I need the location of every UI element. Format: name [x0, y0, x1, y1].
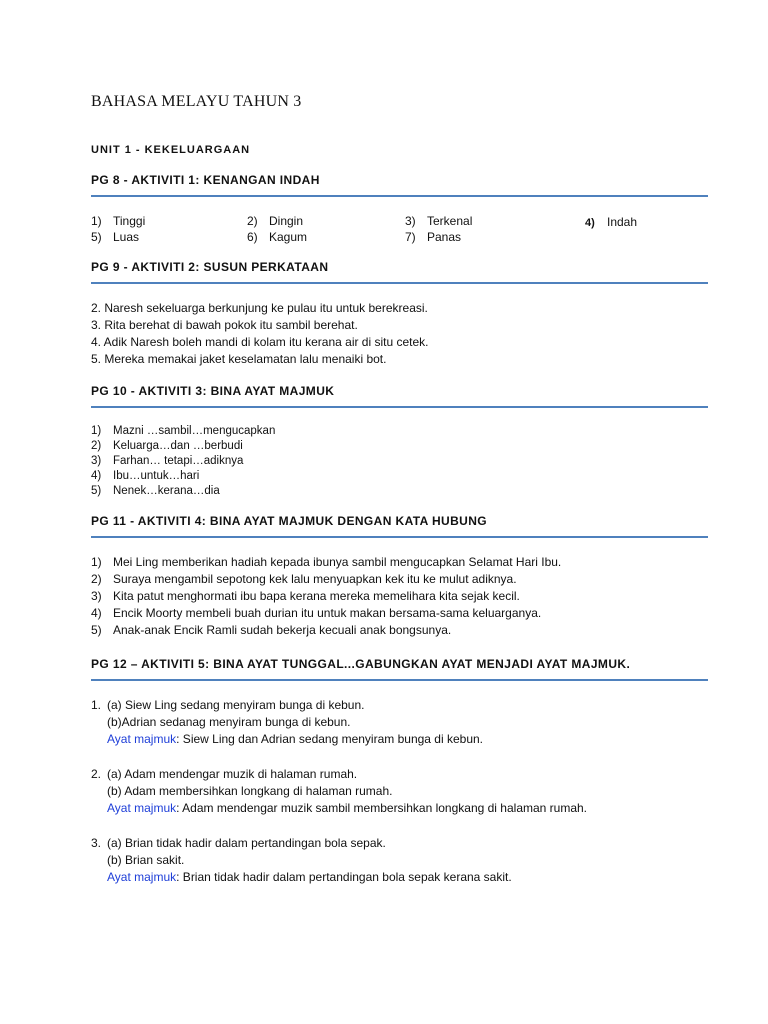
section-heading-pg8: PG 8 - AKTIVITI 1: KENANGAN INDAH [91, 173, 708, 197]
answer-item: 4) Encik Moorty membeli buah durian itu untuk makan bersama-sama keluarganya. [91, 606, 542, 620]
unit-title: UNIT 1 - KEKELUARGAAN [91, 144, 251, 156]
question-1: 1. (a) Siew Ling sedang menyiram bunga di kebun. (b)Adrian sedanag menyiram bunga di kebun. Ayat majmuk: Siew Ling dan Adrian sedang menyiram bunga di kebun. [91, 698, 484, 746]
section-heading-pg10: PG 10 - AKTIVITI 3: BINA AYAT MAJMUK [91, 384, 708, 408]
question-3: 3. (a) Brian tidak hadir dalam pertandingan bola sepak. (b) Brian sakit. Ayat majmuk: Brian tidak hadir dalam pertandingan bola sepak kerana sakit. [91, 836, 512, 884]
answer-item: 2) Dingin [247, 214, 304, 228]
answer-item: 3) Kita patut menghormati ibu bapa kerana mereka memelihara kita sejak kecil. [91, 589, 520, 603]
question-2: 2. (a) Adam mendengar muzik di halaman rumah. (b) Adam membersihkan longkang di halaman rumah. Ayat majmuk: Adam mendengar muzik sambil membersihkan longkang di halaman rumah. [91, 767, 588, 815]
sentence-list [91, 301, 429, 369]
answer-item: 2) Suraya mengambil sepotong kek lalu menyuapkan kek itu ke mulut adiknya. [91, 572, 517, 586]
answer-item: 2) Keluarga…dan …berbudi [91, 440, 243, 452]
answer-item: 5) Nenek…kerana…dia [91, 485, 220, 497]
answer-item: 1) Mei Ling memberikan hadiah kepada ibunya sambil mengucapkan Selamat Hari Ibu. [91, 555, 562, 569]
answer-item: 5) Luas [91, 230, 140, 244]
ayat-majmuk-label: Ayat majmuk [107, 870, 177, 884]
sentence-line: 5. Mereka memakai jaket keselamatan lalu menaiki bot. [91, 352, 387, 366]
answer-item: 4) Ibu…untuk…hari [91, 470, 200, 482]
answer-item: 3) Farhan… tetapi…adiknya [91, 455, 244, 467]
answer-item: 6) Kagum [247, 230, 308, 244]
answer-item: 1) Tinggi [91, 214, 146, 228]
section-heading-pg9: PG 9 - AKTIVITI 2: SUSUN PERKATAAN [91, 260, 708, 284]
answer-item: 4) Indah [585, 215, 638, 229]
document-title: BAHASA MELAYU TAHUN 3 [91, 93, 302, 110]
answer-list [91, 555, 561, 640]
answer-list [91, 425, 275, 500]
answer-item: 1) Mazni …sambil…mengucapkan [91, 425, 276, 437]
section-heading-pg11: PG 11 - AKTIVITI 4: BINA AYAT MAJMUK DENGAN KATA HUBUNG [91, 514, 708, 538]
answer-item: 3) Terkenal [405, 214, 473, 228]
section-heading-pg12: PG 12 – AKTIVITI 5: BINA AYAT TUNGGAL...GABUNGKAN AYAT MENJADI AYAT MAJMUK. [91, 657, 708, 681]
answer-item: 7) Panas [405, 230, 462, 244]
sentence-line: 2. Naresh sekeluarga berkunjung ke pulau itu untuk berekreasi. [91, 301, 428, 315]
ayat-majmuk-label: Ayat majmuk [107, 732, 177, 746]
answer-item: 5) Anak-anak Encik Ramli sudah bekerja kecuali anak bongsunya. [91, 623, 452, 637]
sentence-line: 3. Rita berehat di bawah pokok itu sambil berehat. [91, 318, 358, 332]
sentence-line: 4. Adik Naresh boleh mandi di kolam itu kerana air di situ cetek. [91, 335, 429, 349]
ayat-majmuk-label: Ayat majmuk [107, 801, 177, 815]
